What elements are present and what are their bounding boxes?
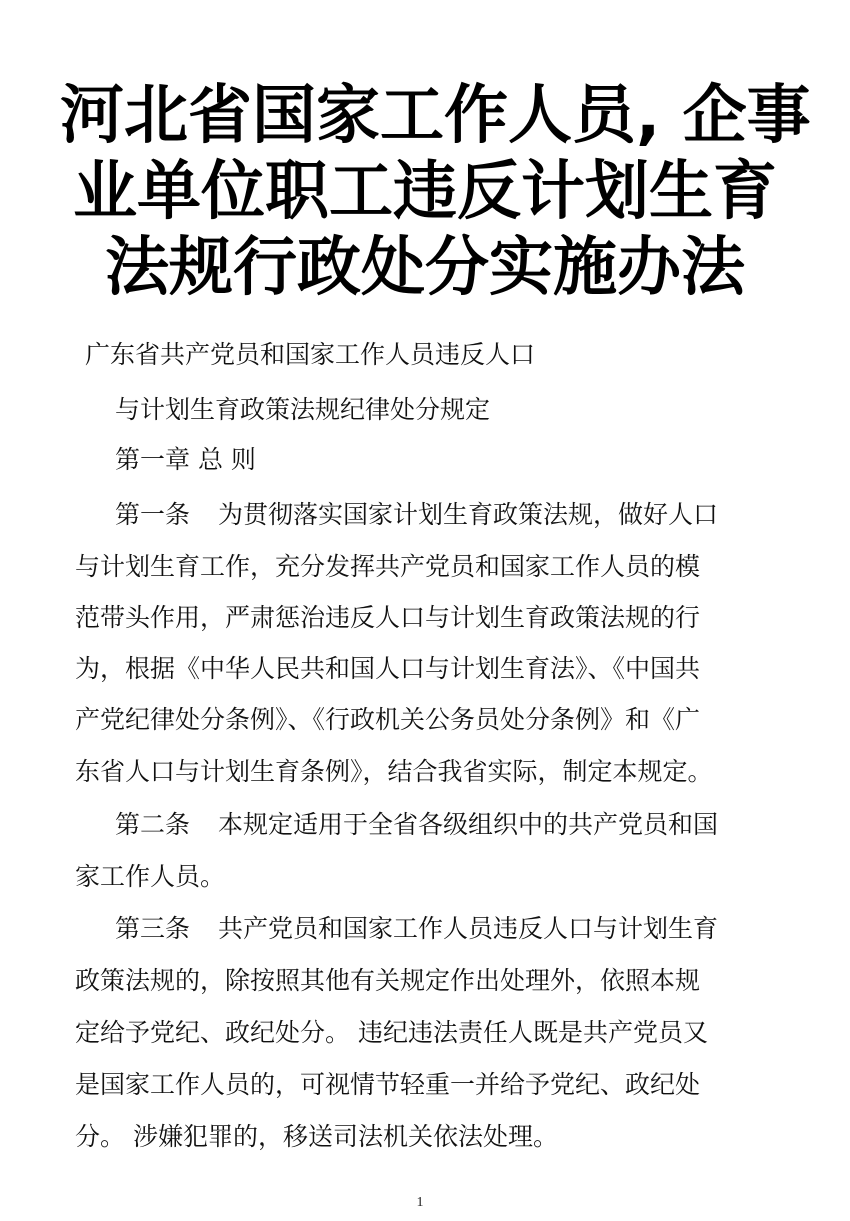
article-2-label: 第二条 [115, 810, 191, 839]
chapter-heading: 第一章 总 则 [115, 445, 256, 474]
article-3-label: 第三条 [115, 914, 191, 943]
article-3-line-4: 是国家工作人员的，可视情节轻重一并给予党纪、政纪处 [75, 1070, 701, 1099]
article-1-first-line [115, 500, 718, 530]
article-2-text: 本规定适用于全省各级组织中的共产党员和国 [218, 810, 719, 839]
subtitle-line-1: 广东省共产党员和国家工作人员违反人口 [85, 340, 536, 369]
document-title [60, 78, 811, 306]
article-1-line-3: 范带头作用，严肃惩治违反人口与计划生育政策法规的行 [75, 603, 701, 632]
page-number: 1 [416, 1195, 424, 1210]
article-1-label: 第一条 [115, 500, 191, 529]
article-1-line-5: 产党纪律处分条例》、《行政机关公务员处分条例》和《广 [75, 705, 701, 734]
article-2-first-line [115, 810, 718, 840]
article-1-line-2: 与计划生育工作，充分发挥共产党员和国家工作人员的模 [75, 552, 701, 581]
title-line-3: 法规行政处分实施办法 [105, 231, 745, 305]
article-3-line-2: 政策法规的，除按照其他有关规定作出处理外，依照本规 [75, 966, 701, 995]
article-1-line-6: 东省人口与计划生育条例》，结合我省实际，制定本规定。 [75, 757, 713, 786]
article-1-text: 为贯彻落实国家计划生育政策法规，做好人口 [218, 500, 719, 529]
title-line-2: 业单位职工违反计划生育 [73, 155, 777, 229]
article-3-text: 共产党员和国家工作人员违反人口与计划生育 [218, 914, 719, 943]
subtitle-line-2: 与计划生育政策法规纪律处分规定 [115, 395, 491, 424]
article-3-first-line [115, 914, 718, 944]
title-line-1: 河北省国家工作人员, 企事 [60, 79, 811, 153]
article-3-line-5: 分。 涉嫌犯罪的，移送司法机关依法处理。 [75, 1122, 558, 1151]
article-3-line-3: 定给予党纪、政纪处分。 违纪违法责任人既是共产党员又 [75, 1018, 708, 1047]
article-2-line-2: 家工作人员。 [75, 862, 226, 891]
article-1-line-4: 为，根据《中华人民共和国人口与计划生育法》、《中国共 [75, 654, 701, 683]
